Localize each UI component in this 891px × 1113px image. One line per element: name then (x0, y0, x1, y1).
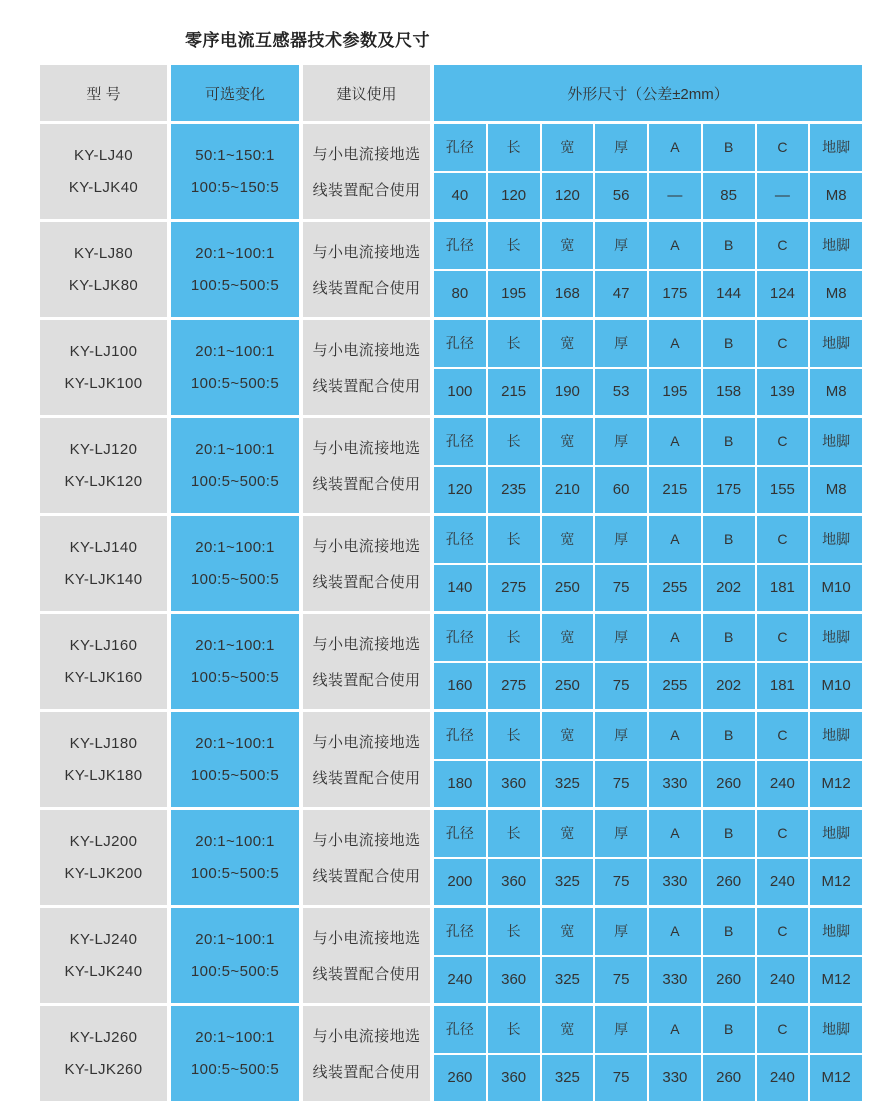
model-name-secondary: KY-LJK200 (64, 865, 143, 882)
model-name-secondary: KY-LJK140 (64, 571, 143, 588)
model-name-primary: KY-LJ40 (74, 147, 133, 164)
dimension-value-cell: 260 (703, 761, 755, 808)
dimension-value-cell: 85 (703, 173, 755, 220)
dimension-header-cell: A (649, 712, 701, 759)
dimension-value-cell: 275 (488, 663, 540, 710)
usage-line-1: 与小电流接地选 (312, 1028, 421, 1045)
dimension-header-cell: C (757, 614, 809, 661)
dimension-value-cell: 215 (488, 369, 540, 416)
dimension-header-cell: 地脚 (810, 908, 862, 955)
dimension-header-cell: C (757, 516, 809, 563)
dimension-header-cell: 地脚 (810, 614, 862, 661)
model-name-primary: KY-LJ100 (69, 343, 138, 360)
variation-cell (171, 1006, 299, 1101)
dimension-header-cell: A (649, 418, 701, 465)
dimension-header-cell: 厚 (595, 908, 647, 955)
model-name-secondary: KY-LJK180 (64, 767, 143, 784)
model-name-secondary: KY-LJK260 (64, 1061, 143, 1078)
dimension-header-cell: 厚 (595, 712, 647, 759)
dimension-header-cell: A (649, 1006, 701, 1053)
dimension-value-cell: 325 (542, 1055, 594, 1102)
dimension-value-cell: 360 (488, 859, 540, 906)
table-row (40, 712, 862, 807)
dimension-value-cell: 75 (595, 663, 647, 710)
dimension-header-cell: 孔径 (434, 1006, 486, 1053)
usage-cell (303, 614, 430, 709)
dimension-value-cell: 235 (488, 467, 540, 514)
dimension-header-cell: B (703, 418, 755, 465)
dimension-value-cell: 330 (649, 1055, 701, 1102)
model-name-primary: KY-LJ80 (74, 245, 133, 262)
dimension-header-cell: 宽 (542, 1006, 594, 1053)
variation-cell (171, 712, 299, 807)
variation-cell (171, 614, 299, 709)
header-variation: 可选变化 (171, 65, 299, 121)
dimension-header-cell: A (649, 320, 701, 367)
usage-line-1: 与小电流接地选 (312, 440, 421, 457)
usage-line-1: 与小电流接地选 (312, 342, 421, 359)
dimension-header-cell: 长 (488, 908, 540, 955)
table-header-row (40, 65, 862, 121)
dimension-header-cell: B (703, 1006, 755, 1053)
variation-cell (171, 124, 299, 219)
dimension-header-cell: 孔径 (434, 614, 486, 661)
usage-line-2: 线装置配合使用 (312, 770, 421, 787)
dimension-value-cell: 75 (595, 859, 647, 906)
dimension-value-cell: 210 (542, 467, 594, 514)
header-usage: 建议使用 (303, 65, 430, 121)
model-name-secondary: KY-LJK80 (68, 277, 139, 294)
variation-range-primary: 50:1~150:1 (195, 147, 275, 164)
dimension-header-cell: 宽 (542, 516, 594, 563)
dimension-value-cell: 75 (595, 565, 647, 612)
dimension-value-cell: M10 (810, 663, 862, 710)
dimension-header-cell: 宽 (542, 614, 594, 661)
model-name-secondary: KY-LJK120 (64, 473, 143, 490)
dimension-value-cell: 325 (542, 761, 594, 808)
dimension-header-cell: 孔径 (434, 418, 486, 465)
dimension-value-cell: 40 (434, 173, 486, 220)
table-row (40, 614, 862, 709)
model-cell (40, 320, 167, 415)
variation-cell (171, 418, 299, 513)
usage-line-2: 线装置配合使用 (312, 672, 421, 689)
usage-line-1: 与小电流接地选 (312, 538, 421, 555)
dimension-value-cell: 195 (649, 369, 701, 416)
variation-range-primary: 20:1~100:1 (195, 735, 275, 752)
dimension-value-cell: 56 (595, 173, 647, 220)
model-name-primary: KY-LJ200 (69, 833, 138, 850)
usage-cell (303, 810, 430, 905)
header-dimensions: 外形尺寸（公差±2mm） (434, 65, 862, 121)
dimensions-grid (434, 320, 862, 415)
usage-cell (303, 418, 430, 513)
dimension-header-cell: 厚 (595, 124, 647, 171)
dimension-value-cell: 60 (595, 467, 647, 514)
variation-range-secondary: 100:5~500:5 (190, 375, 280, 392)
dimension-value-cell: 75 (595, 761, 647, 808)
dimension-header-cell: B (703, 516, 755, 563)
variation-range-secondary: 100:5~500:5 (190, 473, 280, 490)
variation-range-secondary: 100:5~500:5 (190, 669, 280, 686)
model-cell (40, 810, 167, 905)
dimension-header-cell: 宽 (542, 124, 594, 171)
dimension-header-cell: A (649, 908, 701, 955)
dimension-header-cell: 厚 (595, 418, 647, 465)
dimension-header-cell: 地脚 (810, 712, 862, 759)
dimension-header-cell: C (757, 320, 809, 367)
header-model: 型 号 (40, 65, 167, 121)
dimension-header-cell: 宽 (542, 810, 594, 857)
dimension-value-cell: 330 (649, 957, 701, 1004)
dimension-value-cell: 181 (757, 565, 809, 612)
usage-cell (303, 222, 430, 317)
usage-line-2: 线装置配合使用 (312, 574, 421, 591)
dimension-header-cell: A (649, 614, 701, 661)
dimension-value-cell: 47 (595, 271, 647, 318)
variation-cell (171, 516, 299, 611)
dimension-value-cell: 195 (488, 271, 540, 318)
dimension-value-cell: 240 (434, 957, 486, 1004)
dimensions-grid (434, 124, 862, 219)
usage-line-1: 与小电流接地选 (312, 244, 421, 261)
dimension-header-cell: 地脚 (810, 1006, 862, 1053)
dimension-header-cell: 孔径 (434, 320, 486, 367)
variation-range-primary: 20:1~100:1 (195, 931, 275, 948)
dimension-value-cell: M12 (810, 957, 862, 1004)
dimension-value-cell: 260 (703, 1055, 755, 1102)
dimension-header-cell: C (757, 1006, 809, 1053)
spec-table (40, 65, 862, 1101)
dimension-value-cell: M8 (810, 369, 862, 416)
dimension-value-cell: 240 (757, 859, 809, 906)
dimension-value-cell: 250 (542, 565, 594, 612)
dimension-value-cell: M8 (810, 173, 862, 220)
model-cell (40, 1006, 167, 1101)
dimension-header-cell: 地脚 (810, 810, 862, 857)
dimension-value-cell: 124 (757, 271, 809, 318)
dimension-value-cell: 325 (542, 957, 594, 1004)
page-title: 零序电流互感器技术参数及尺寸 (185, 31, 430, 50)
dimension-header-cell: 长 (488, 712, 540, 759)
model-name-primary: KY-LJ140 (69, 539, 138, 556)
dimension-header-cell: 孔径 (434, 124, 486, 171)
dimension-header-cell: B (703, 712, 755, 759)
usage-line-2: 线装置配合使用 (312, 966, 421, 983)
dimension-value-cell: — (649, 173, 701, 220)
dimension-header-cell: 宽 (542, 712, 594, 759)
dimension-value-cell: 175 (649, 271, 701, 318)
variation-range-primary: 20:1~100:1 (195, 441, 275, 458)
dimension-header-cell: A (649, 810, 701, 857)
dimension-value-cell: 160 (434, 663, 486, 710)
dimension-header-cell: 厚 (595, 1006, 647, 1053)
dimension-header-cell: 长 (488, 516, 540, 563)
dimension-header-cell: 地脚 (810, 222, 862, 269)
model-cell (40, 222, 167, 317)
dimension-value-cell: 139 (757, 369, 809, 416)
variation-cell (171, 222, 299, 317)
table-row (40, 516, 862, 611)
dimension-value-cell: M12 (810, 859, 862, 906)
dimension-header-cell: 宽 (542, 320, 594, 367)
dimensions-grid (434, 712, 862, 807)
usage-line-1: 与小电流接地选 (312, 832, 421, 849)
variation-range-primary: 20:1~100:1 (195, 833, 275, 850)
usage-cell (303, 124, 430, 219)
model-name-primary: KY-LJ120 (69, 441, 138, 458)
dimension-value-cell: 360 (488, 957, 540, 1004)
dimension-header-cell: B (703, 320, 755, 367)
dimension-value-cell: 330 (649, 859, 701, 906)
usage-cell (303, 1006, 430, 1101)
dimension-value-cell: 325 (542, 859, 594, 906)
dimension-value-cell: 140 (434, 565, 486, 612)
dimension-header-cell: 宽 (542, 222, 594, 269)
dimensions-grid (434, 516, 862, 611)
dimension-header-cell: 宽 (542, 908, 594, 955)
dimension-value-cell: 200 (434, 859, 486, 906)
dimension-value-cell: 100 (434, 369, 486, 416)
dimensions-grid (434, 418, 862, 513)
table-body (40, 124, 862, 1101)
variation-cell (171, 320, 299, 415)
model-name-primary: KY-LJ260 (69, 1029, 138, 1046)
dimension-header-cell: C (757, 222, 809, 269)
usage-line-1: 与小电流接地选 (312, 734, 421, 751)
dimension-value-cell: M12 (810, 1055, 862, 1102)
model-name-secondary: KY-LJK40 (68, 179, 139, 196)
dimension-header-cell: B (703, 810, 755, 857)
model-cell (40, 614, 167, 709)
dimension-value-cell: 75 (595, 1055, 647, 1102)
dimension-value-cell: 168 (542, 271, 594, 318)
variation-range-secondary: 100:5~500:5 (190, 767, 280, 784)
variation-cell (171, 908, 299, 1003)
dimension-header-cell: 地脚 (810, 124, 862, 171)
dimension-value-cell: 260 (434, 1055, 486, 1102)
variation-range-secondary: 100:5~500:5 (190, 1061, 280, 1078)
table-row (40, 1006, 862, 1101)
variation-range-primary: 20:1~100:1 (195, 343, 275, 360)
usage-line-2: 线装置配合使用 (312, 476, 421, 493)
variation-range-secondary: 100:5~500:5 (190, 571, 280, 588)
dimension-value-cell: M8 (810, 271, 862, 318)
model-cell (40, 908, 167, 1003)
dimension-value-cell: 158 (703, 369, 755, 416)
usage-line-2: 线装置配合使用 (312, 378, 421, 395)
table-row (40, 908, 862, 1003)
dimension-header-cell: 厚 (595, 222, 647, 269)
model-name-primary: KY-LJ240 (69, 931, 138, 948)
model-name-primary: KY-LJ180 (69, 735, 138, 752)
variation-range-primary: 20:1~100:1 (195, 245, 275, 262)
dimension-header-cell: C (757, 712, 809, 759)
model-name-secondary: KY-LJK100 (64, 375, 143, 392)
usage-line-2: 线装置配合使用 (312, 1064, 421, 1081)
dimension-value-cell: 120 (488, 173, 540, 220)
dimension-value-cell: 240 (757, 957, 809, 1004)
usage-line-1: 与小电流接地选 (312, 146, 421, 163)
dimension-value-cell: 330 (649, 761, 701, 808)
dimension-header-cell: 厚 (595, 516, 647, 563)
table-row (40, 222, 862, 317)
dimension-header-cell: 宽 (542, 418, 594, 465)
variation-range-primary: 20:1~100:1 (195, 539, 275, 556)
dimension-header-cell: 长 (488, 418, 540, 465)
usage-line-2: 线装置配合使用 (312, 182, 421, 199)
dimension-header-cell: 长 (488, 614, 540, 661)
dimension-value-cell: M10 (810, 565, 862, 612)
dimensions-grid (434, 1006, 862, 1101)
table-row (40, 124, 862, 219)
dimension-header-cell: A (649, 516, 701, 563)
dimensions-grid (434, 614, 862, 709)
dimension-value-cell: 144 (703, 271, 755, 318)
dimension-value-cell: 75 (595, 957, 647, 1004)
dimension-value-cell: 180 (434, 761, 486, 808)
dimension-value-cell: 120 (542, 173, 594, 220)
dimension-value-cell: 155 (757, 467, 809, 514)
usage-cell (303, 516, 430, 611)
table-row (40, 320, 862, 415)
dimensions-grid (434, 222, 862, 317)
model-name-secondary: KY-LJK240 (64, 963, 143, 980)
model-cell (40, 712, 167, 807)
dimension-value-cell: 202 (703, 565, 755, 612)
dimension-header-cell: 孔径 (434, 908, 486, 955)
usage-cell (303, 320, 430, 415)
dimension-header-cell: B (703, 222, 755, 269)
dimension-header-cell: 孔径 (434, 222, 486, 269)
dimension-header-cell: 长 (488, 810, 540, 857)
dimension-header-cell: 长 (488, 222, 540, 269)
dimension-value-cell: M12 (810, 761, 862, 808)
dimension-value-cell: 255 (649, 663, 701, 710)
model-cell (40, 124, 167, 219)
usage-line-1: 与小电流接地选 (312, 636, 421, 653)
dimension-value-cell: 360 (488, 761, 540, 808)
dimension-header-cell: A (649, 222, 701, 269)
variation-range-secondary: 100:5~500:5 (190, 277, 280, 294)
usage-cell (303, 908, 430, 1003)
table-row (40, 418, 862, 513)
dimension-value-cell: 275 (488, 565, 540, 612)
dimension-header-cell: B (703, 614, 755, 661)
dimension-value-cell: 190 (542, 369, 594, 416)
dimension-value-cell: M8 (810, 467, 862, 514)
dimension-header-cell: C (757, 124, 809, 171)
dimension-value-cell: 250 (542, 663, 594, 710)
dimension-header-cell: 孔径 (434, 712, 486, 759)
dimension-header-cell: 长 (488, 320, 540, 367)
dimension-header-cell: C (757, 908, 809, 955)
dimension-value-cell: 260 (703, 859, 755, 906)
dimension-value-cell: — (757, 173, 809, 220)
dimension-value-cell: 175 (703, 467, 755, 514)
table-row (40, 810, 862, 905)
usage-line-2: 线装置配合使用 (312, 280, 421, 297)
dimension-header-cell: 长 (488, 1006, 540, 1053)
variation-range-secondary: 100:5~150:5 (190, 179, 280, 196)
dimension-value-cell: 202 (703, 663, 755, 710)
dimension-header-cell: 地脚 (810, 418, 862, 465)
model-cell (40, 418, 167, 513)
dimension-header-cell: A (649, 124, 701, 171)
dimension-value-cell: 120 (434, 467, 486, 514)
dimension-value-cell: 215 (649, 467, 701, 514)
dimension-value-cell: 80 (434, 271, 486, 318)
dimension-header-cell: 地脚 (810, 516, 862, 563)
dimension-header-cell: C (757, 810, 809, 857)
model-name-primary: KY-LJ160 (69, 637, 138, 654)
dimension-value-cell: 240 (757, 1055, 809, 1102)
dimension-value-cell: 181 (757, 663, 809, 710)
dimensions-grid (434, 810, 862, 905)
usage-line-1: 与小电流接地选 (312, 930, 421, 947)
model-name-secondary: KY-LJK160 (64, 669, 143, 686)
dimension-header-cell: 厚 (595, 320, 647, 367)
dimension-value-cell: 240 (757, 761, 809, 808)
dimension-value-cell: 260 (703, 957, 755, 1004)
dimension-value-cell: 255 (649, 565, 701, 612)
dimension-header-cell: 厚 (595, 614, 647, 661)
variation-range-secondary: 100:5~500:5 (190, 865, 280, 882)
dimensions-grid (434, 908, 862, 1003)
dimension-value-cell: 360 (488, 1055, 540, 1102)
dimension-value-cell: 53 (595, 369, 647, 416)
dimension-header-cell: 厚 (595, 810, 647, 857)
dimension-header-cell: B (703, 124, 755, 171)
usage-cell (303, 712, 430, 807)
dimension-header-cell: C (757, 418, 809, 465)
dimension-header-cell: 地脚 (810, 320, 862, 367)
usage-line-2: 线装置配合使用 (312, 868, 421, 885)
dimension-header-cell: 长 (488, 124, 540, 171)
dimension-header-cell: B (703, 908, 755, 955)
model-cell (40, 516, 167, 611)
variation-range-primary: 20:1~100:1 (195, 637, 275, 654)
dimension-header-cell: 孔径 (434, 810, 486, 857)
variation-cell (171, 810, 299, 905)
variation-range-secondary: 100:5~500:5 (190, 963, 280, 980)
dimension-header-cell: 孔径 (434, 516, 486, 563)
variation-range-primary: 20:1~100:1 (195, 1029, 275, 1046)
